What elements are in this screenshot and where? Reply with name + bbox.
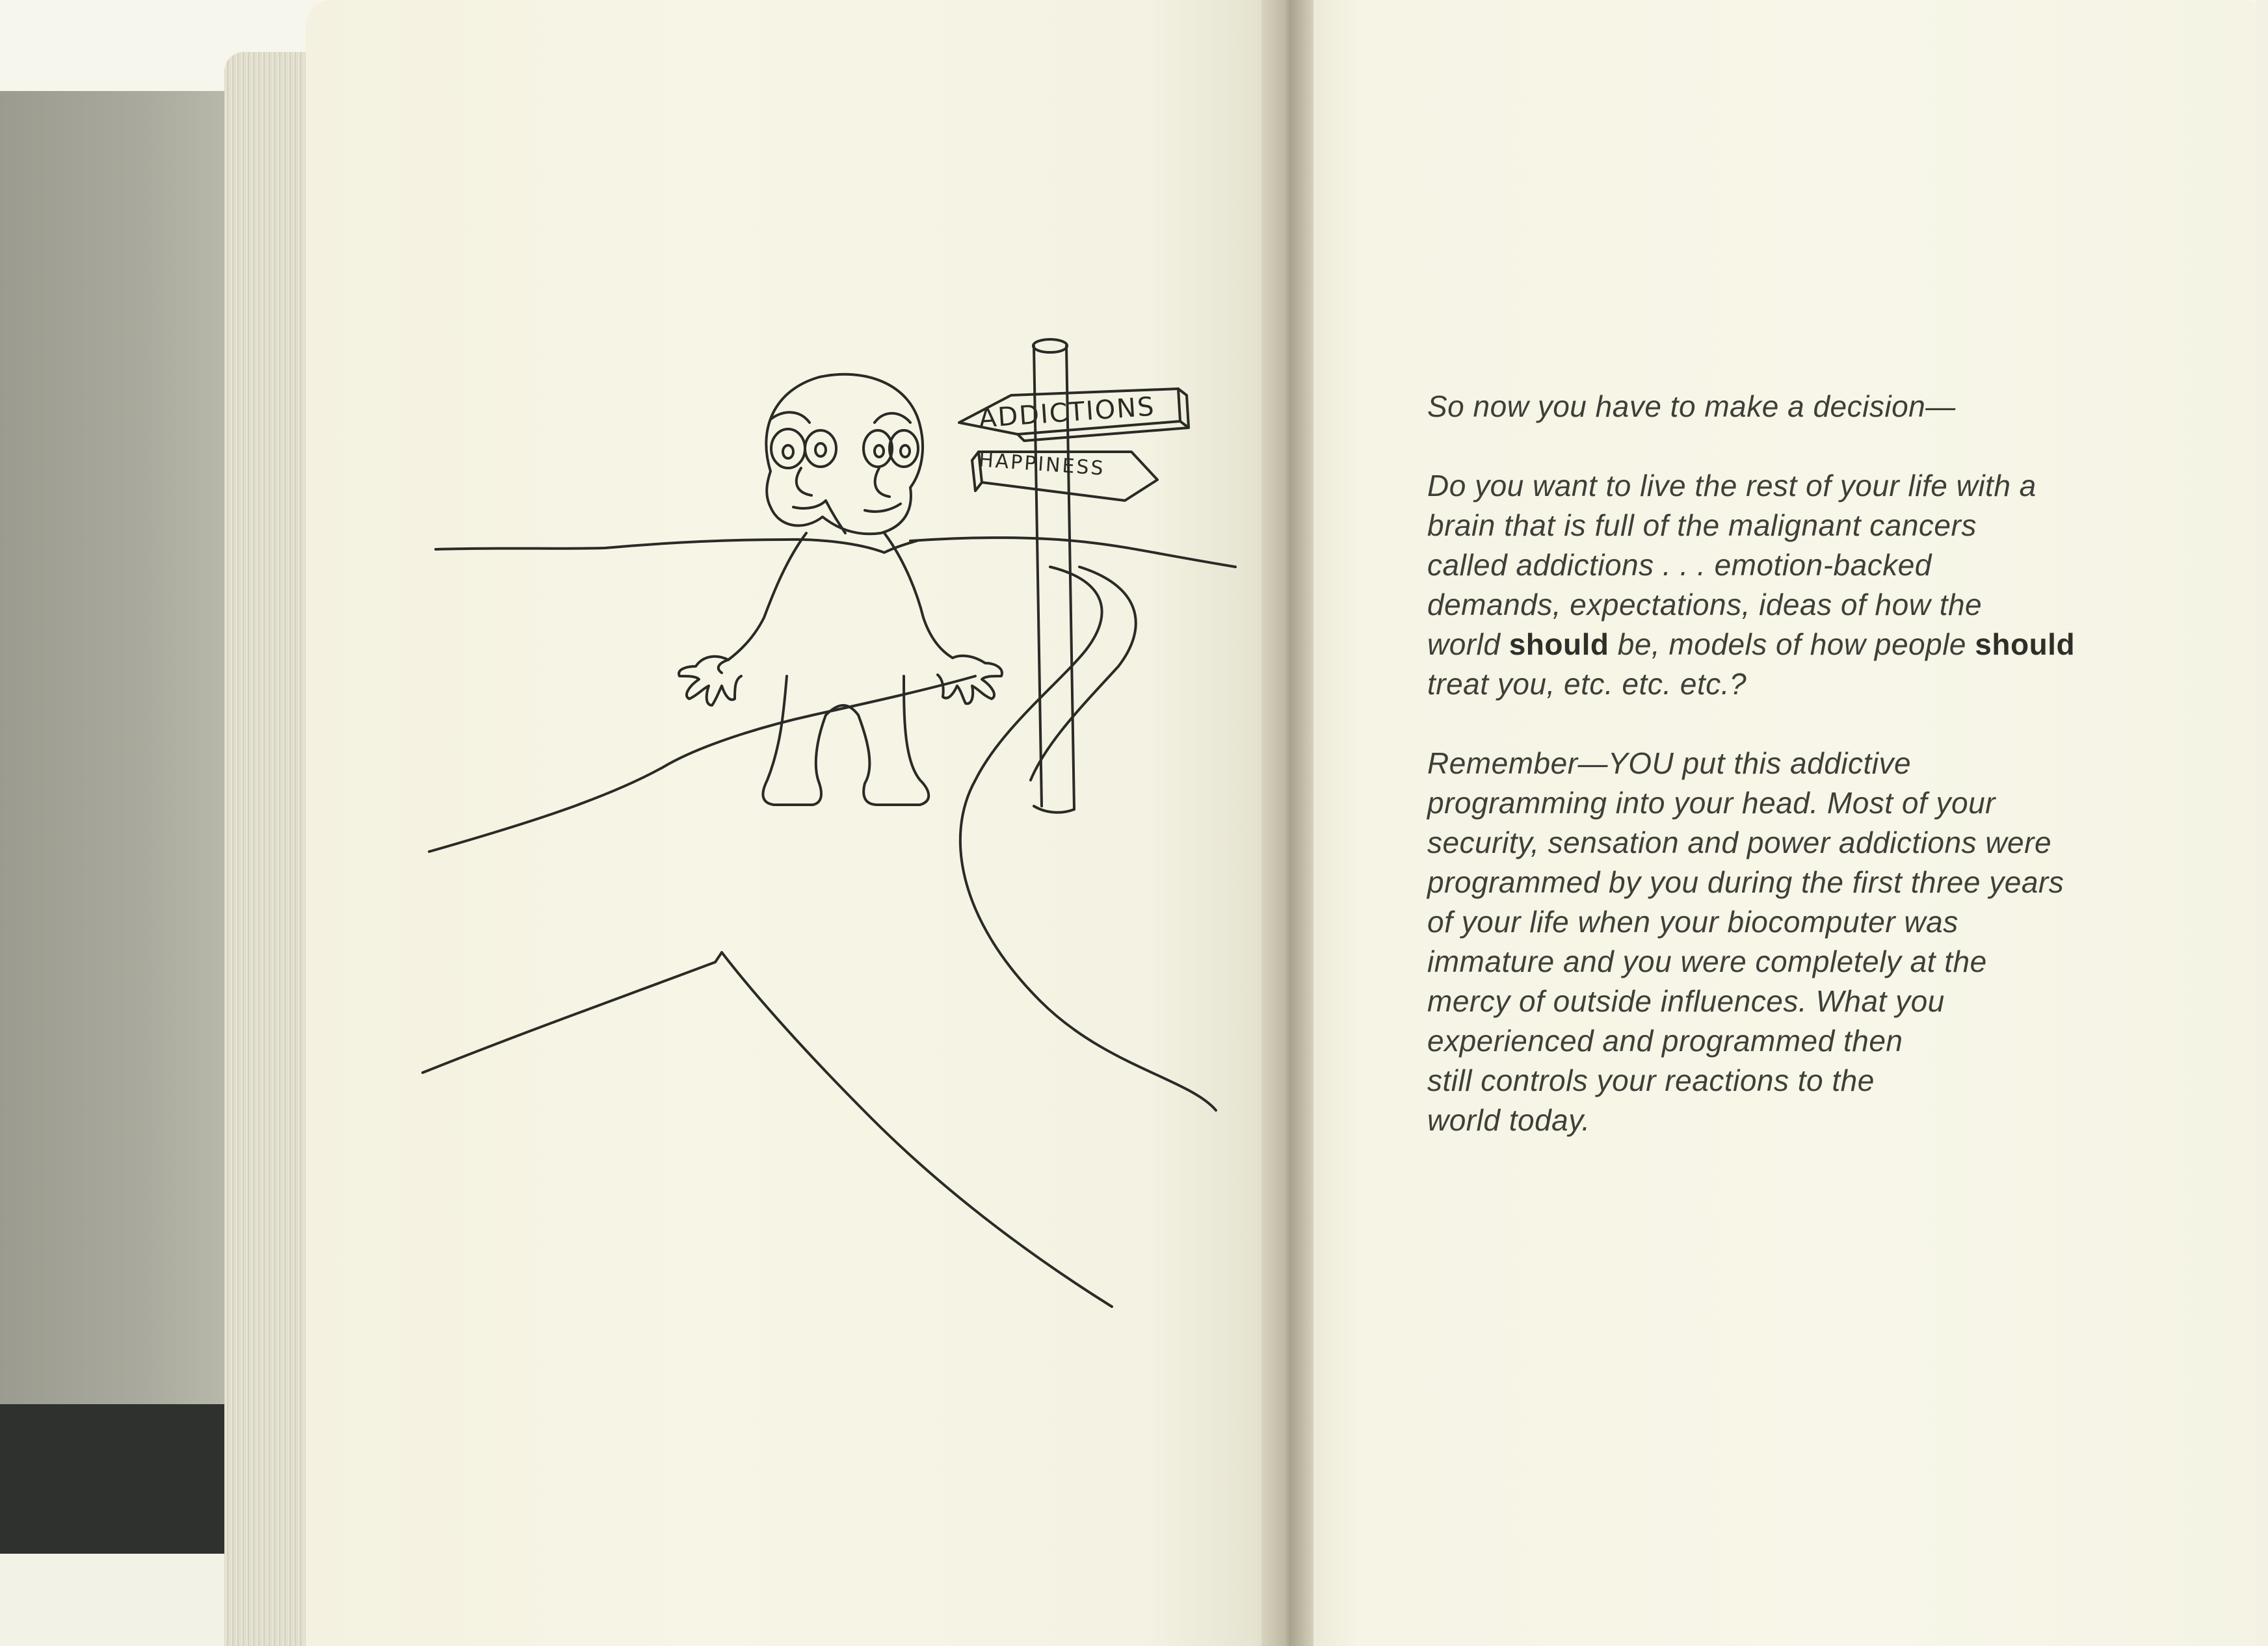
winding-road-inner (1031, 567, 1136, 780)
text-line: still controls your reactions to the (1427, 1064, 1875, 1097)
crossroads-illustration (390, 312, 1274, 1385)
horizon-left (436, 540, 787, 549)
character-body (719, 533, 953, 673)
left-eye-pupil-a (783, 445, 793, 458)
text-line: security, sensation and power addictions were (1427, 826, 2052, 859)
left-nose (797, 468, 811, 495)
left-eyebrow (771, 412, 810, 423)
winding-road-left-edge (960, 567, 1216, 1110)
paragraph-question (1427, 466, 2175, 704)
horizon-right (910, 538, 1235, 567)
character-torso-left (763, 676, 929, 805)
character-head (766, 374, 923, 534)
text-line: world today. (1427, 1103, 1590, 1137)
scanner-background-left (0, 91, 234, 1404)
text-line: So now you have to make a decision— (1427, 389, 1956, 423)
right-eye-pupil-b (901, 445, 910, 457)
right-nose (875, 468, 890, 497)
sign-addictions-label: ADDICTIONS (977, 391, 1156, 434)
page-edges (224, 52, 315, 1646)
text-line: Remember—YOU put this addictive (1427, 746, 1912, 780)
paragraph-decision (1427, 387, 2175, 426)
left-eye-mid (805, 430, 836, 467)
page-text (1427, 387, 2175, 1180)
text-line-with-emphasis (1427, 625, 2175, 664)
text-line: demands, expectations, ideas of how the (1427, 588, 1983, 621)
emphasis-should: should (1975, 627, 2076, 661)
text-line: of your life when your biocomputer was (1427, 905, 1958, 939)
right-mouth (865, 504, 901, 512)
right-eye-pupil-a (875, 445, 884, 457)
paragraph-remember (1427, 744, 2175, 1140)
text-line: programmed by you during the first three years (1427, 865, 2064, 899)
right-eye-mid (890, 430, 918, 467)
road-lower-left (423, 952, 722, 1073)
text-segment: be, models of how people (1609, 627, 1975, 661)
left-mouth (793, 501, 845, 533)
left-eye-pupil-b (815, 443, 826, 456)
right-page-edge (2256, 0, 2268, 1646)
text-line: mercy of outside influences. What you (1427, 984, 1945, 1018)
text-line: called addictions . . . emotion-backed (1427, 548, 1932, 582)
right-eye-outer (864, 430, 892, 467)
scanner-background-light (0, 1554, 234, 1646)
left-eye-outer (771, 429, 805, 468)
road-upper-left (429, 676, 975, 852)
road-diagonal (722, 952, 1112, 1307)
right-hand (938, 656, 1002, 704)
text-line: immature and you were completely at the (1427, 945, 1987, 978)
signpost-top (1033, 339, 1067, 352)
right-eyebrow (875, 413, 910, 423)
sign-happiness-label: HAPPINESS (978, 449, 1106, 480)
text-line: brain that is full of the malignant cancers (1427, 508, 1977, 542)
text-line: programming into your head. Most of your (1427, 786, 1996, 820)
left-hand (679, 657, 741, 705)
signpost-base (1034, 806, 1074, 813)
text-segment: world (1427, 627, 1509, 661)
text-line: experienced and programmed then (1427, 1024, 1903, 1058)
emphasis-should: should (1509, 627, 1609, 661)
text-line: treat you, etc. etc. etc.? (1427, 667, 1747, 701)
text-line: Do you want to live the rest of your life with a (1427, 469, 2037, 503)
